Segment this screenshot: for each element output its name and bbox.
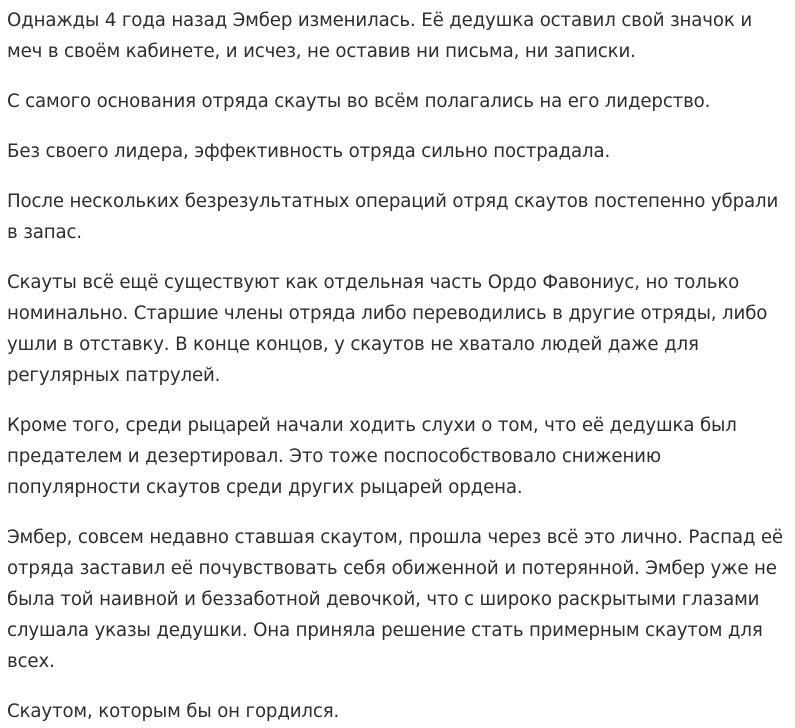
- paragraph: После нескольких безрезультатных операций отряд скаутов постепенно убрали в запас.: [7, 191, 779, 243]
- paragraph: С самого основания отряда скауты во всём полагались на его лидерство.: [7, 91, 711, 112]
- paragraph: Кроме того, среди рыцарей начали ходить слухи о том, что её дедушка был предателем и дезертировал. Это тоже поспособствовало снижению популярности скаутов среди других рыцарей ордена.: [7, 415, 737, 498]
- paragraph: Скаутом, которым бы он гордился.: [7, 701, 340, 722]
- paragraph: Скауты всё ещё существуют как отдельная часть Ордо Фавониус, но только номинально. Старшие члены отряда либо переводились в другие отряды, либо ушли в отставку. В конце концов, у скаутов не хватало людей даже для регулярных патрулей.: [7, 272, 768, 386]
- paragraph: Без своего лидера, эффективность отряда сильно пострадала.: [7, 141, 611, 162]
- paragraph: Эмбер, совсем недавно ставшая скаутом, прошла через всё это лично. Распад её отряда заставил её почувствовать себя обиженной и потерянной. Эмбер уже не была той наивной и беззаботной девочкой, что с широко раскрытыми глазами слушала указы дедушки. Она приняла решение стать примерным скаутом для всех.: [7, 527, 783, 672]
- story-text: [7, 5, 789, 727]
- paragraph: Однажды 4 года назад Эмбер изменилась. Её дедушка оставил свой значок и меч в своём кабинете, и исчез, не оставив ни письма, ни записки.: [7, 10, 752, 62]
